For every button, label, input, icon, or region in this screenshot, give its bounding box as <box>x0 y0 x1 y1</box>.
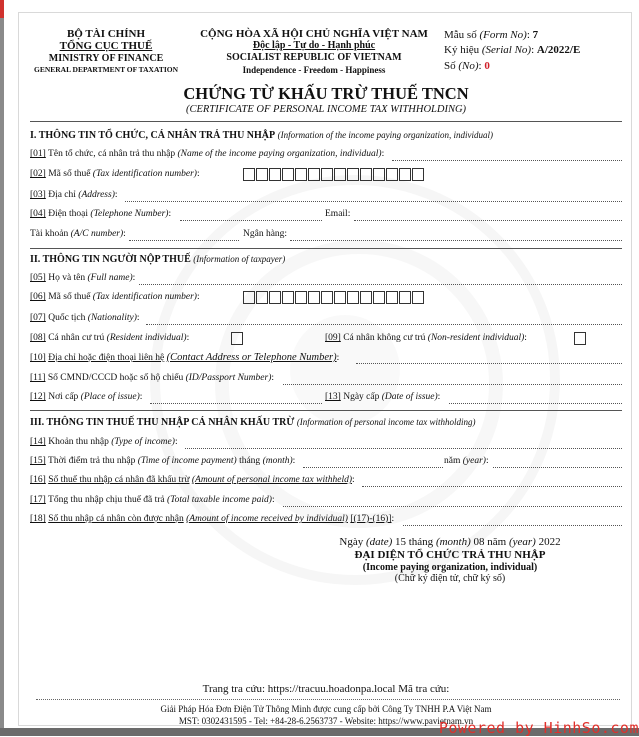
field-03: [03] Địa chỉ (Address): <box>30 190 118 200</box>
field-05: [05] Họ và tên (Full name): <box>30 273 136 283</box>
field-01-input[interactable] <box>392 160 622 161</box>
field-04: [04] Điện thoại (Telephone Number): <box>30 209 172 219</box>
republic-motto: Độc lập - Tự do - Hạnh phúc <box>252 40 376 51</box>
field-16-input[interactable] <box>362 486 622 487</box>
section1-heading: I. THÔNG TIN TỔ CHỨC, CÁ NHÂN TRẢ THU NHẬP (Information of the income paying organization, individual) <box>30 130 494 141</box>
non-resident-checkbox[interactable] <box>574 332 586 345</box>
field-17: [17] Tổng thu nhập chịu thuế đã trả (Total taxable income paid): <box>30 495 275 505</box>
signature-note: (Chữ ký điện tử, chữ ký số) <box>394 573 506 584</box>
department-name-en: GENERAL DEPARTMENT OF TAXATION <box>34 65 178 74</box>
field-03-input[interactable] <box>125 201 622 202</box>
powered-by-watermark[interactable]: Powered by HinhSo.com <box>438 719 639 737</box>
field-01: [01] Tên tổ chức, cá nhân trả thu nhập (Name of the income paying organization, individual): <box>30 149 385 159</box>
field-15: [15] Thời điểm trả thu nhập (Time of income payment) tháng (month): <box>30 456 296 466</box>
field-02-tax-id-boxes[interactable] <box>243 168 425 181</box>
left-edge-bar <box>0 0 4 736</box>
serial-number: Ký hiệu (Serial No): A/2022/E <box>444 44 581 56</box>
field-07-input[interactable] <box>146 324 622 325</box>
ministry-name-en: MINISTRY OF FINANCE <box>48 53 164 64</box>
representative-title: ĐẠI DIỆN TỔ CHỨC TRẢ THU NHẬP <box>354 549 546 561</box>
lookup-line: Trang tra cứu: https://tracuu.hoadonpa.local Mã tra cứu: <box>202 683 450 695</box>
field-06: [06] Mã số thuế (Tax identification number): <box>30 292 200 302</box>
field-16: [16] Số thuế thu nhập cá nhân đã khấu trừ (Amount of personal income tax withheld): <box>30 475 355 485</box>
provider-line: Giải Pháp Hóa Đơn Điện Tử Thông Minh được cung cấp bởi Công Ty TNHH P.A Việt Nam <box>160 704 492 714</box>
representative-title-en: (Income paying organization, individual) <box>362 562 538 573</box>
document-number: Số (No): 0 <box>444 60 490 72</box>
section3-heading: III. THÔNG TIN THUẾ THU NHẬP CÁ NHÂN KHẤU TRỪ (Information of personal income tax withholding) <box>30 417 476 428</box>
field-11-input[interactable] <box>283 384 622 385</box>
field-05-input[interactable] <box>139 284 622 285</box>
field-08: [08] Cá nhân cư trú (Resident individual): <box>30 333 190 343</box>
field-09: [09] Cá nhân không cư trú (Non-resident individual): <box>325 333 527 343</box>
field-04-input[interactable] <box>180 220 322 221</box>
contact-line: MST: 0302431595 - Tel: +84-28-6.2563737 - Website: https://www.pavietnam.vn <box>178 716 474 726</box>
field-13: [13] Ngày cấp (Date of issue): <box>325 392 441 402</box>
republic-motto-en: Independence - Freedom - Happiness <box>242 65 386 75</box>
top-edge-mark <box>0 0 4 18</box>
field-15-month-input[interactable] <box>303 467 443 468</box>
document-title: CHỨNG TỪ KHẤU TRỪ THUẾ TNCN <box>183 84 469 103</box>
republic-name: CỘNG HÒA XÃ HỘI CHỦ NGHĨA VIỆT NAM <box>200 28 428 40</box>
field-02: [02] Mã số thuế (Tax identification number): <box>30 169 200 179</box>
field-18-input[interactable] <box>403 525 622 526</box>
email-input[interactable] <box>354 220 622 221</box>
field-18: [18] Số thu nhập cá nhân còn được nhận (Amount of income received by individual) [(17)-(16)]: <box>30 514 395 524</box>
field-10-input[interactable] <box>356 363 622 364</box>
section2-divider <box>30 410 622 411</box>
field-11: [11] Số CMND/CCCD hoặc số hộ chiếu (ID/Passport Number): <box>30 373 275 383</box>
field-10: [10] Địa chỉ hoặc điện thoại liên hệ (Contact Address or Telephone Number): <box>30 352 340 363</box>
account-field: Tài khoản (A/C number): <box>30 229 126 239</box>
field-06-tax-id-boxes[interactable] <box>243 291 425 304</box>
field-12: [12] Nơi cấp (Place of issue): <box>30 392 143 402</box>
field-07: [07] Quốc tịch (Nationality): <box>30 313 140 323</box>
resident-checkbox[interactable] <box>231 332 243 345</box>
field-12-input[interactable] <box>150 403 322 404</box>
account-input[interactable] <box>129 240 239 241</box>
watermark-emblem <box>290 315 400 425</box>
republic-name-en: SOCIALIST REPUBLIC OF VIETNAM <box>226 52 402 63</box>
email-label: Email: <box>325 209 351 219</box>
section1-divider <box>30 248 622 249</box>
bank-input[interactable] <box>290 240 622 241</box>
footer-divider <box>36 699 620 700</box>
ministry-name: BỘ TÀI CHÍNH <box>66 28 146 40</box>
field-15-year: năm (year): <box>444 456 489 466</box>
document-subtitle: (CERTIFICATE OF PERSONAL INCOME TAX WITHHOLDING) <box>185 104 467 115</box>
signing-date: Ngày (date) 15 tháng (month) 08 năm (year) 2022 <box>339 536 561 548</box>
field-17-input[interactable] <box>283 506 622 507</box>
field-13-input[interactable] <box>449 403 622 404</box>
section2-heading: II. THÔNG TIN NGƯỜI NỘP THUẾ (Information of taxpayer) <box>30 254 286 265</box>
department-name: TỔNG CỤC THUẾ <box>59 40 153 52</box>
form-number: Mẫu số (Form No): 7 <box>444 29 539 41</box>
field-14-input[interactable] <box>185 448 622 449</box>
field-15-year-input[interactable] <box>493 467 622 468</box>
bank-label: Ngân hàng: <box>243 229 288 239</box>
field-14: [14] Khoản thu nhập (Type of income): <box>30 437 178 447</box>
title-divider <box>30 121 622 122</box>
